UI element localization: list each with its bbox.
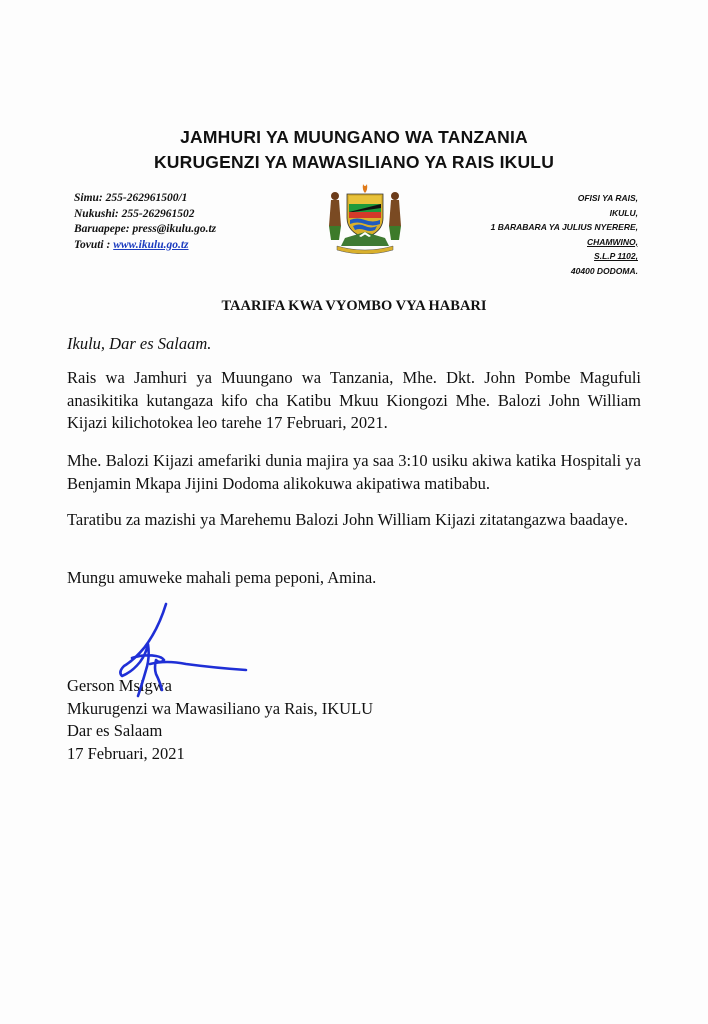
place-line: Ikulu, Dar es Salaam.: [67, 334, 212, 353]
address-line-4: CHAMWINO,: [587, 236, 638, 247]
signatory-position: Mkurugenzi wa Mawasiliano ya Rais, IKULU: [67, 698, 374, 718]
signatory-name: Gerson Msigwa: [67, 676, 172, 695]
website-line: [74, 238, 216, 254]
email-address: Baruapepe: press@ikulu.go.tz: [74, 223, 217, 235]
fax-number: Nukushi: 255-262961502: [74, 207, 195, 220]
paragraph-3: Taratibu za mazishi ya Marehemu Balozi John William Kijazi zitatangazwa baadaye.: [67, 510, 628, 529]
signatory-city: Dar es Salaam: [67, 721, 163, 740]
phone-number: Simu: 255-262961500/1: [74, 192, 188, 204]
handwritten-signature: [96, 600, 256, 710]
left-supporter-figure: [329, 192, 341, 240]
contact-details: [74, 191, 216, 253]
website-link[interactable]: www.ikulu.go.tz: [113, 238, 189, 251]
address-line-5: S.L.P 1102,: [594, 251, 638, 261]
paragraph-1: Rais wa Jamhuri ya Muungano wa Tanzania, Mhe. Dkt. John Pombe Magufuli anasikitika kutangaza kifo cha Katibu Mkuu Kiongozi Mhe. Balozi John William Kijazi kilichotokea leo tarehe 17 Februari, 2021.: [67, 368, 641, 432]
address-line-3: 1 BARABARA YA JULIUS NYERERE,: [490, 222, 638, 232]
right-supporter-figure: [389, 192, 401, 240]
coat-of-arms-icon: [323, 182, 407, 254]
header-line-2: KURUGENZI YA MAWASILIANO YA RAIS IKULU: [153, 152, 555, 172]
header-line-1: JAMHURI YA MUUNGANO WA TANZANIA: [180, 127, 528, 147]
document-title: TAARIFA KWA VYOMBO VYA HABARI: [221, 298, 487, 314]
website-label: Tovuti :: [74, 238, 114, 251]
address-line-6: 40400 DODOMA.: [570, 265, 638, 276]
address-line-2: IKULU,: [609, 207, 638, 218]
address-line-1: OFISI YA RAIS,: [577, 193, 638, 203]
shield-icon: [347, 194, 383, 238]
paragraph-4: Mungu amuweke mahali pema peponi, Amina.: [67, 568, 377, 587]
paragraph-2: Mhe. Balozi Kijazi amefariki dunia majira ya saa 3:10 usiku akiwa katika Hospitali ya Benjamin Mkapa Jijini Dodoma alikokuwa akipatiwa matibabu.: [67, 451, 641, 493]
office-address: [491, 191, 638, 278]
signature-date: 17 Februari, 2021: [67, 743, 185, 763]
